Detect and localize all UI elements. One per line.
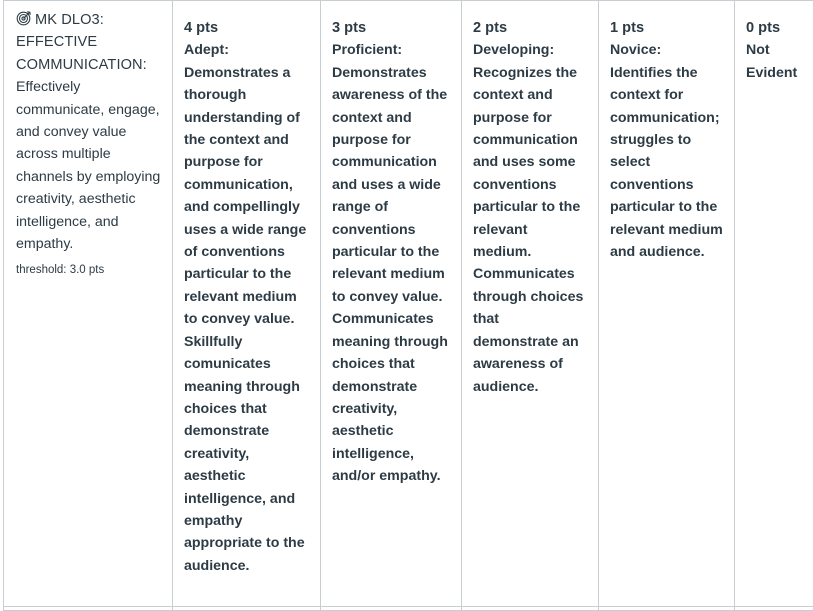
rating-title: Developing:: [473, 42, 555, 59]
rating-description: Identifies the context for communication; struggles to select conventions particular to the relevant medium and audience.: [610, 64, 723, 261]
rating-cell-0[interactable]: [735, 1, 813, 607]
outcome-target-icon: [16, 10, 32, 26]
criterion-row: [4, 1, 813, 607]
next-row-cell: [173, 607, 321, 611]
rating-points: 3 pts: [332, 20, 367, 36]
criterion-title: MK DLO3: EFFECTIVE COMMUNICATION:: [16, 12, 147, 73]
rating-cell-3[interactable]: [321, 1, 462, 607]
next-row-cell: [4, 607, 173, 611]
rating-title: Adept:: [184, 42, 229, 59]
next-row-cell: [599, 607, 735, 611]
rating-points: 1 pts: [610, 20, 645, 36]
rating-points: 4 pts: [184, 20, 219, 36]
rating-cell-2[interactable]: [462, 1, 599, 607]
rating-title: Proficient:: [332, 42, 403, 59]
rating-points: 2 pts: [473, 20, 508, 36]
rating-title: Novice:: [610, 42, 662, 59]
rating-description: Demonstrates awareness of the context and purpose for communication and uses a wide range of conventions particular to the relevant medium to convey value. Communicates meaning through choices that demonstrate creativity, aesthetic intelligence, and/or empathy.: [332, 64, 448, 485]
next-row-stub: [4, 607, 813, 611]
next-row-cell: [321, 607, 462, 611]
rating-title: Not Evident: [746, 42, 798, 81]
rating-cell-4[interactable]: [173, 1, 321, 607]
rating-points: 0 pts: [746, 20, 781, 36]
next-row-cell: [735, 607, 813, 611]
rating-description: Demonstrates a thorough understanding of the context and purpose for communication, and compellingly uses a wide range of conventions particular to the relevant medium to convey value. Skillfully comunicates meaning through choices that demonstrate creativity, aesthetic intelligence, and empathy appropriate to the audience.: [184, 64, 307, 574]
criterion-description: Effectively communicate, engage, and convey value across multiple channels by employing creativity, aesthetic intelligence, and empathy.: [16, 79, 161, 253]
criterion-threshold: threshold: 3.0 pts: [16, 264, 105, 277]
next-row-cell: [462, 607, 599, 611]
criterion-title-block: [16, 9, 164, 76]
rubric-table: [3, 0, 813, 611]
rating-cell-1[interactable]: [599, 1, 735, 607]
criterion-cell: [4, 1, 173, 607]
rating-description: Recognizes the context and purpose for communication and uses some conventions particular to the relevant medium. Communicates through choices that demonstrate an awareness of audience.: [473, 64, 584, 395]
